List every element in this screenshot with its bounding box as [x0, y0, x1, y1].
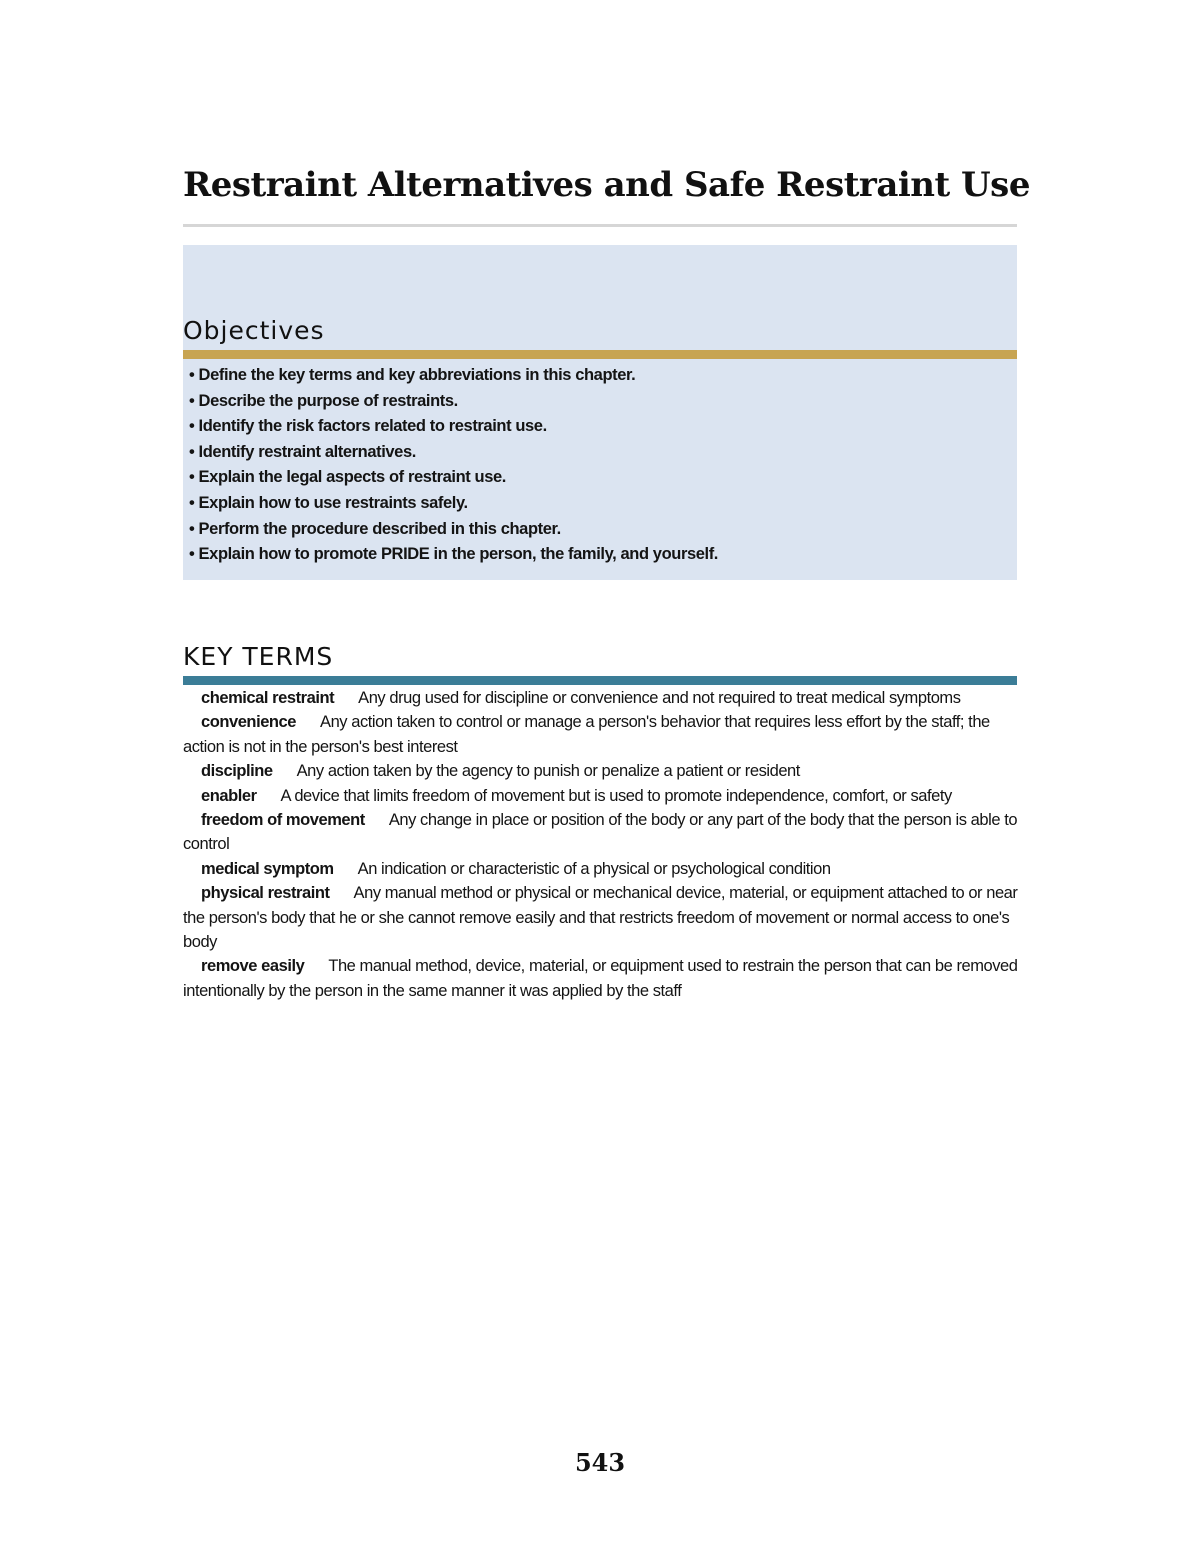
key-term-entry: [183, 784, 1023, 808]
key-terms-heading: KEY TERMS: [183, 642, 334, 671]
objective-item: • Explain how to use restraints safely.: [189, 493, 468, 512]
key-term-entry: [183, 686, 1023, 710]
objective-item: • Identify the risk factors related to restraint use.: [189, 417, 547, 436]
key-term-definition: Any drug used for discipline or convenience and not required to treat medical symptoms: [358, 689, 961, 707]
objectives-heading: Objectives: [183, 316, 325, 345]
key-term: chemical restraint: [201, 689, 335, 707]
key-term-definition: An indication or characteristic of a physical or psychological condition: [357, 859, 831, 878]
key-term: convenience: [201, 713, 297, 732]
key-term-definition: The manual method, device, material, or equipment used to restrain the person that can be removed intentionally by the person in the same manner it was applied by the staff: [183, 957, 1018, 1000]
objective-item: • Describe the purpose of restraints.: [189, 391, 458, 410]
key-term-definition: A device that limits freedom of movement but is used to promote independence, comfort, or safety: [280, 786, 952, 805]
key-term: discipline: [201, 762, 273, 781]
key-term: enabler: [201, 786, 257, 805]
key-term-definition: Any action taken by the agency to punish or penalize a patient or resident: [296, 762, 800, 781]
title-divider: [183, 224, 1017, 227]
key-term: freedom of movement: [201, 811, 365, 830]
key-term: physical restraint: [201, 884, 330, 903]
objectives-list: [189, 364, 718, 569]
key-term-definition: Any manual method or physical or mechanical device, material, or equipment attached to or near the person's body that he or she cannot remove easily and that restricts freedom of movement or normal access to one's body: [183, 884, 1018, 952]
page-title: Restraint Alternatives and Safe Restraint Use: [183, 165, 1030, 205]
key-terms-divider: [183, 676, 1017, 685]
objective-item: • Explain how to promote PRIDE in the person, the family, and yourself.: [189, 545, 718, 564]
objective-item: • Identify restraint alternatives.: [189, 442, 416, 461]
page-number: 543: [574, 1448, 626, 1477]
key-term-entry: [183, 857, 1023, 881]
key-term-entry: [183, 710, 1023, 759]
key-term: medical symptom: [201, 859, 334, 878]
key-term-entry: [183, 954, 1023, 1003]
key-term-entry: [183, 881, 1023, 954]
key-term-definition: Any action taken to control or manage a person's behavior that requires less effort by the staff; the action is not in the person's best interest: [183, 713, 990, 756]
objective-item: • Perform the procedure described in this chapter.: [189, 519, 561, 538]
key-term-definition: Any change in place or position of the body or any part of the body that the person is able to control: [183, 811, 1018, 854]
key-terms-list: [183, 686, 1023, 1003]
key-term: remove easily: [201, 957, 305, 976]
objectives-divider: [183, 350, 1017, 359]
objective-item: • Explain the legal aspects of restraint use.: [189, 468, 506, 487]
key-term-entry: [183, 808, 1023, 857]
key-term-entry: [183, 759, 1023, 783]
objective-item: • Define the key terms and key abbreviations in this chapter.: [189, 366, 636, 384]
